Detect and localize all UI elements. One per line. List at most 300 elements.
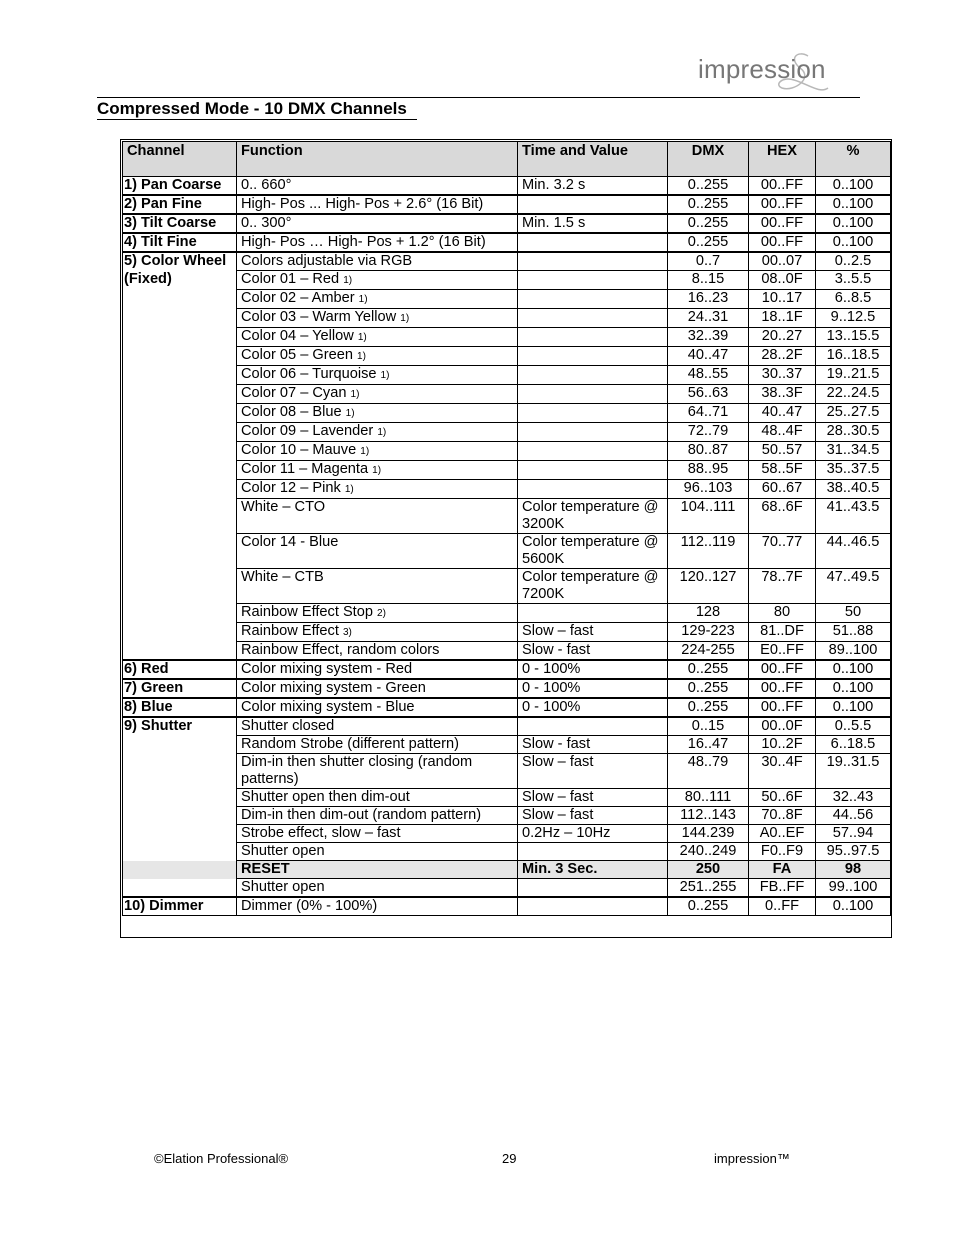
cell-dmx-text: 0..255 (687, 196, 729, 212)
cell-dmx-text: 0..255 (687, 661, 729, 677)
cell-time-value-text: Min. 1.5 s (522, 215, 586, 231)
cell-percent (816, 499, 891, 534)
cell-function-text: Shutter open then dim-out (241, 789, 410, 805)
cell-hex (749, 404, 816, 423)
cell-dmx-text: 129-223 (681, 623, 735, 639)
cell-function-text: Rainbow Effect (241, 623, 339, 639)
cell-hex (749, 825, 816, 843)
cell-dmx-text: 96..103 (683, 480, 733, 496)
cell-function (237, 789, 518, 807)
footnote-marker: 1) (343, 275, 353, 286)
cell-dmx (668, 233, 749, 252)
cell-hex-text: E0..FF (760, 642, 804, 658)
cell-dmx-text: 0..7 (695, 253, 721, 269)
cell-hex-text: 30..37 (761, 366, 803, 382)
cell-channel (123, 233, 237, 252)
cell-dmx-text: 56..63 (687, 385, 729, 401)
table-row (123, 807, 891, 825)
cell-channel (123, 623, 237, 642)
cell-percent-text: 0..2.5 (834, 253, 872, 269)
cell-channel-text: 5) Color Wheel (124, 253, 227, 269)
footer-copyright: ©Elation Professional® (154, 1151, 289, 1166)
cell-percent (816, 347, 891, 366)
cell-time-value (518, 698, 668, 717)
cell-hex (749, 385, 816, 404)
cell-function-text: High- Pos ... High- Pos + 2.6° (16 Bit) (241, 196, 484, 212)
cell-hex-text: 70..8F (761, 807, 803, 823)
cell-dmx-text: 112..143 (680, 807, 736, 823)
cell-time-value-text: 0 - 100% (522, 680, 581, 696)
cell-percent-text: 98 (844, 861, 862, 877)
cell-function-text: Dimmer (0% - 100%) (241, 898, 378, 914)
cell-percent (816, 897, 891, 916)
footnote-marker: 2) (377, 608, 386, 619)
cell-dmx (668, 825, 749, 843)
cell-function (237, 366, 518, 385)
table-row (123, 461, 891, 480)
cell-percent-text: 44..46.5 (826, 534, 880, 550)
cell-channel (123, 442, 237, 461)
cell-channel (123, 736, 237, 754)
table-row (123, 623, 891, 642)
cell-hex (749, 642, 816, 661)
cell-function (237, 442, 518, 461)
cell-percent (816, 404, 891, 423)
cell-percent-text: 19..21.5 (826, 366, 880, 382)
cell-channel-text: 4) Tilt Fine (124, 234, 197, 250)
cell-dmx (668, 480, 749, 499)
logo-text: impression (698, 54, 826, 84)
cell-dmx (668, 660, 749, 679)
cell-percent-text: 57..94 (832, 825, 874, 841)
cell-hex-text: A0..EF (759, 825, 805, 841)
table-row (123, 328, 891, 347)
cell-percent-text: 47..49.5 (826, 569, 880, 585)
cell-function (237, 660, 518, 679)
cell-dmx-text: 224-255 (681, 642, 735, 658)
cell-channel (123, 642, 237, 661)
cell-hex (749, 754, 816, 789)
footnote-marker: 1) (360, 446, 370, 457)
cell-hex (749, 177, 816, 196)
cell-percent (816, 195, 891, 214)
cell-dmx (668, 461, 749, 480)
cell-function-text: Color 02 – Amber (241, 290, 355, 306)
cell-function-text: Color 08 – Blue (241, 404, 342, 420)
cell-function-text: Rainbow Effect, random colors (241, 642, 440, 658)
cell-channel-text: 1) Pan Coarse (124, 177, 222, 193)
cell-dmx-text: 0..255 (687, 680, 729, 696)
cell-dmx (668, 290, 749, 309)
cell-dmx (668, 807, 749, 825)
cell-function-text: RESET (241, 861, 290, 877)
header-rule (97, 97, 860, 98)
cell-time-value (518, 789, 668, 807)
cell-function-text: Color 14 - Blue (241, 534, 339, 550)
cell-hex-text: 00..0F (761, 718, 803, 734)
cell-function (237, 404, 518, 423)
cell-percent-text: 19..31.5 (826, 754, 880, 770)
cell-time-value (518, 177, 668, 196)
cell-dmx-text: 64..71 (687, 404, 729, 420)
cell-channel (123, 660, 237, 679)
cell-dmx (668, 309, 749, 328)
cell-channel (123, 861, 237, 879)
cell-function-text: Color mixing system - Green (241, 680, 426, 696)
cell-channel (123, 461, 237, 480)
cell-percent (816, 177, 891, 196)
cell-hex (749, 290, 816, 309)
table-row (123, 423, 891, 442)
cell-channel (123, 807, 237, 825)
cell-hex (749, 499, 816, 534)
cell-percent (816, 461, 891, 480)
cell-dmx-text: 48..79 (687, 754, 729, 770)
cell-time-value (518, 534, 668, 569)
cell-time-value (518, 404, 668, 423)
cell-percent (816, 534, 891, 569)
footnote-marker: 1) (344, 484, 354, 495)
cell-dmx-text: 120..127 (679, 569, 737, 585)
cell-channel (123, 214, 237, 233)
cell-percent (816, 366, 891, 385)
table-row (123, 679, 891, 698)
cell-percent-text: 0..100 (832, 177, 874, 193)
cell-function-text: Dim-in then dim-out (random pattern) (241, 807, 482, 823)
cell-dmx-text: 0..255 (687, 898, 729, 914)
cell-time-value (518, 604, 668, 623)
column-header-channel: Channel (123, 142, 237, 177)
cell-percent (816, 698, 891, 717)
cell-hex (749, 214, 816, 233)
cell-hex (749, 328, 816, 347)
cell-percent-text: 22..24.5 (826, 385, 880, 401)
cell-hex-text: 60..67 (761, 480, 803, 496)
page-title: Compressed Mode - 10 DMX Channels (97, 99, 417, 120)
footnote-marker: 1) (380, 370, 390, 381)
cell-function (237, 642, 518, 661)
cell-dmx-text: 0..15 (691, 718, 725, 734)
cell-time-value (518, 499, 668, 534)
cell-hex (749, 534, 816, 569)
cell-hex-text: 81..DF (760, 623, 804, 639)
cell-hex-text: 70..77 (761, 534, 803, 550)
cell-channel (123, 328, 237, 347)
cell-percent-text: 0..100 (832, 699, 874, 715)
cell-percent (816, 252, 891, 271)
cell-function (237, 499, 518, 534)
cell-time-value (518, 754, 668, 789)
cell-time-value-text: Min. 3.2 s (522, 177, 586, 193)
cell-percent (816, 233, 891, 252)
cell-hex-text: 68..6F (761, 499, 803, 515)
cell-hex-text: 50..6F (761, 789, 803, 805)
cell-time-value-text: Min. 3 Sec. (522, 861, 598, 877)
cell-dmx-text: 104..111 (680, 499, 736, 515)
cell-time-value (518, 861, 668, 879)
cell-dmx-text: 128 (695, 604, 721, 620)
cell-channel-text: 9) Shutter (124, 718, 193, 734)
cell-time-value (518, 480, 668, 499)
cell-percent (816, 442, 891, 461)
cell-function-text: Color 06 – Turquoise (241, 366, 377, 382)
cell-function-text: Random Strobe (different pattern) (241, 736, 459, 752)
cell-function (237, 534, 518, 569)
cell-percent (816, 423, 891, 442)
cell-function (237, 195, 518, 214)
cell-hex (749, 423, 816, 442)
cell-percent-text: 25..27.5 (826, 404, 880, 420)
table-row (123, 404, 891, 423)
brand-logo (690, 48, 865, 100)
cell-percent (816, 660, 891, 679)
cell-dmx (668, 442, 749, 461)
cell-hex (749, 736, 816, 754)
cell-percent-text: 9..12.5 (830, 309, 876, 325)
cell-hex-text: 00..FF (760, 196, 804, 212)
cell-dmx (668, 404, 749, 423)
cell-hex (749, 843, 816, 861)
cell-percent-text: 28..30.5 (826, 423, 880, 439)
cell-channel (123, 499, 237, 534)
cell-function (237, 861, 518, 879)
cell-function-text: Color 03 – Warm Yellow (241, 309, 397, 325)
cell-dmx (668, 214, 749, 233)
cell-percent-text: 31..34.5 (826, 442, 880, 458)
cell-dmx-text: 112..119 (680, 534, 736, 550)
cell-function (237, 309, 518, 328)
cell-function-text: Color 10 – Mauve (241, 442, 357, 458)
cell-percent-text: 0..100 (832, 898, 874, 914)
cell-function-text: 0.. 660° (241, 177, 292, 193)
cell-dmx (668, 698, 749, 717)
cell-hex-text: 58..5F (761, 461, 803, 477)
cell-hex (749, 789, 816, 807)
cell-function-text: Color mixing system - Red (241, 661, 413, 677)
cell-channel (123, 569, 237, 604)
cell-percent (816, 569, 891, 604)
cell-time-value (518, 569, 668, 604)
cell-function-text: Color mixing system - Blue (241, 699, 415, 715)
cell-dmx-text: 251..255 (679, 879, 737, 895)
cell-hex (749, 442, 816, 461)
cell-dmx-text: 80..111 (684, 789, 732, 805)
cell-dmx (668, 385, 749, 404)
cell-dmx (668, 271, 749, 290)
cell-time-value (518, 328, 668, 347)
cell-hex (749, 679, 816, 698)
cell-dmx (668, 366, 749, 385)
table-row (123, 366, 891, 385)
cell-dmx (668, 347, 749, 366)
cell-percent (816, 861, 891, 879)
cell-hex-text: FB..FF (759, 879, 805, 895)
cell-channel (123, 698, 237, 717)
footnote-marker: 1) (350, 389, 360, 400)
cell-function (237, 233, 518, 252)
cell-dmx (668, 843, 749, 861)
footnote-marker: 1) (372, 465, 382, 476)
cell-channel-text: 6) Red (124, 661, 169, 677)
cell-function (237, 461, 518, 480)
table-row (123, 290, 891, 309)
cell-dmx (668, 252, 749, 271)
cell-percent-text: 0..100 (832, 234, 874, 250)
cell-hex-text: F0..F9 (760, 843, 804, 859)
cell-hex-text: 00..FF (760, 680, 804, 696)
cell-percent (816, 807, 891, 825)
cell-function (237, 754, 518, 789)
cell-function (237, 807, 518, 825)
cell-function (237, 252, 518, 271)
cell-time-value (518, 897, 668, 916)
cell-hex (749, 861, 816, 879)
cell-channel-text: 7) Green (124, 680, 184, 696)
cell-percent-text: 44..56 (832, 807, 874, 823)
table-row (123, 214, 891, 233)
footnote-marker: 1) (400, 313, 410, 324)
cell-dmx (668, 879, 749, 898)
cell-hex-text: 30..4F (761, 754, 803, 770)
cell-dmx-text: 250 (695, 861, 721, 877)
cell-percent (816, 290, 891, 309)
cell-time-value (518, 309, 668, 328)
cell-hex (749, 698, 816, 717)
cell-function-text: Strobe effect, slow – fast (241, 825, 401, 841)
cell-dmx (668, 642, 749, 661)
column-header-function: Function (237, 142, 518, 177)
cell-dmx-text: 8..15 (691, 271, 725, 287)
table-row (123, 347, 891, 366)
cell-channel (123, 385, 237, 404)
cell-time-value-text: Color temperature @ 3200K (522, 499, 659, 532)
cell-time-value (518, 423, 668, 442)
cell-hex (749, 252, 816, 271)
cell-percent (816, 214, 891, 233)
cell-hex-text: 18..1F (761, 309, 803, 325)
cell-function (237, 423, 518, 442)
cell-dmx (668, 604, 749, 623)
cell-dmx (668, 569, 749, 604)
cell-hex-text: 40..47 (761, 404, 803, 420)
table-row (123, 442, 891, 461)
table-row (123, 717, 891, 736)
column-header-hex: HEX (749, 142, 816, 177)
cell-function-text: Color 11 – Magenta (241, 461, 369, 477)
cell-percent-text: 0..100 (832, 661, 874, 677)
cell-hex-text: 10..17 (761, 290, 803, 306)
table-row (123, 233, 891, 252)
cell-dmx-text: 24..31 (687, 309, 729, 325)
cell-time-value (518, 252, 668, 271)
cell-function-text: White – CTB (241, 569, 324, 585)
table-row (123, 177, 891, 196)
cell-percent-text: 13..15.5 (826, 328, 880, 344)
cell-dmx-text: 0..255 (687, 234, 729, 250)
cell-function-text: Color 05 – Green (241, 347, 353, 363)
cell-channel (123, 177, 237, 196)
cell-function-text: Dim-in then shutter closing (random patterns) (241, 754, 473, 787)
cell-time-value (518, 347, 668, 366)
cell-dmx-text: 40..47 (687, 347, 729, 363)
table-row (123, 195, 891, 214)
footnote-marker: 1) (377, 427, 387, 438)
footer-page-number: 29 (502, 1151, 517, 1166)
cell-percent (816, 717, 891, 736)
cell-percent (816, 328, 891, 347)
cell-hex (749, 717, 816, 736)
cell-hex-text: 50..57 (761, 442, 803, 458)
cell-function (237, 290, 518, 309)
cell-dmx-text: 32..39 (687, 328, 729, 344)
table-row (123, 385, 891, 404)
cell-function (237, 623, 518, 642)
cell-time-value (518, 271, 668, 290)
cell-hex-text: 48..4F (761, 423, 803, 439)
table-row (123, 499, 891, 534)
cell-percent-text: 32..43 (832, 789, 874, 805)
cell-time-value (518, 717, 668, 736)
cell-channel (123, 825, 237, 843)
cell-time-value (518, 736, 668, 754)
cell-function-text: Color 09 – Lavender (241, 423, 374, 439)
cell-function (237, 271, 518, 290)
table-header-row (123, 142, 891, 177)
cell-percent-text: 6..18.5 (830, 736, 876, 752)
cell-time-value (518, 366, 668, 385)
cell-channel (123, 679, 237, 698)
cell-hex (749, 461, 816, 480)
cell-percent-text: 35..37.5 (826, 461, 880, 477)
cell-function (237, 480, 518, 499)
cell-hex (749, 879, 816, 898)
cell-dmx (668, 177, 749, 196)
cell-percent (816, 271, 891, 290)
cell-hex-text: 0..FF (764, 898, 800, 914)
cell-time-value (518, 442, 668, 461)
cell-time-value (518, 660, 668, 679)
cell-time-value-text: 0 - 100% (522, 699, 581, 715)
cell-channel (123, 879, 237, 898)
cell-time-value-text: 0 - 100% (522, 661, 581, 677)
cell-hex-text: 10..2F (761, 736, 803, 752)
table-row (123, 309, 891, 328)
cell-percent-text: 99..100 (828, 879, 878, 895)
cell-dmx (668, 861, 749, 879)
cell-dmx (668, 736, 749, 754)
cell-channel (123, 347, 237, 366)
cell-hex (749, 195, 816, 214)
cell-percent-text: 0..5.5 (834, 718, 872, 734)
cell-hex-text: 00..FF (760, 215, 804, 231)
cell-dmx (668, 195, 749, 214)
cell-time-value (518, 825, 668, 843)
cell-channel (123, 423, 237, 442)
cell-function (237, 679, 518, 698)
cell-time-value-text: Slow - fast (522, 642, 591, 658)
cell-dmx-text: 0..255 (687, 215, 729, 231)
cell-function (237, 385, 518, 404)
cell-hex-text: 28..2F (761, 347, 803, 363)
cell-percent (816, 736, 891, 754)
cell-hex (749, 604, 816, 623)
cell-percent-text: 38..40.5 (826, 480, 880, 496)
table-row (123, 642, 891, 661)
cell-hex-text: FA (772, 861, 792, 877)
cell-time-value (518, 642, 668, 661)
cell-channel (123, 534, 237, 569)
cell-dmx-text: 0..255 (687, 699, 729, 715)
